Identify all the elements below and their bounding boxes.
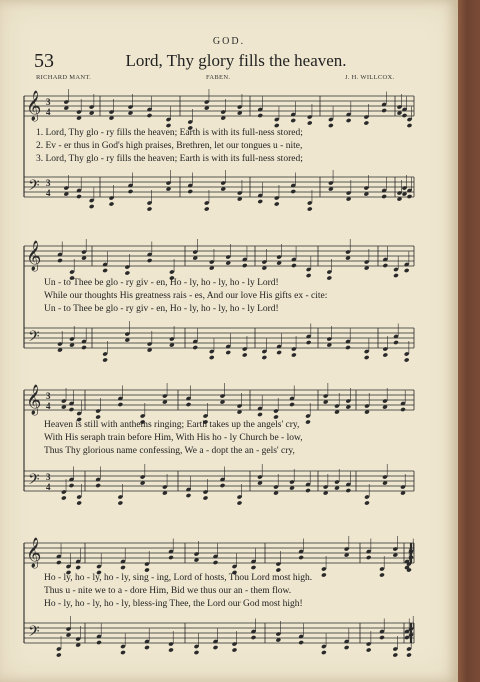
note	[102, 268, 108, 273]
note	[276, 567, 282, 572]
note	[321, 572, 327, 577]
note	[276, 350, 282, 355]
note	[404, 357, 410, 362]
note	[213, 645, 219, 650]
lyric-line: With His seraph train before Him, With His ho - ly Church be - low,	[44, 433, 303, 443]
note	[257, 113, 263, 118]
note	[407, 194, 413, 199]
note	[168, 555, 174, 560]
bass-clef: 𝄢	[28, 177, 40, 198]
note	[305, 419, 311, 424]
note	[89, 204, 95, 209]
book-edge	[458, 0, 480, 682]
note	[76, 194, 82, 199]
note	[192, 345, 198, 350]
lyric-line: Thus Thy glorious name confessing, We a - dopt the an - gels' cry,	[44, 446, 295, 456]
note	[402, 113, 408, 118]
note	[407, 123, 413, 128]
note	[147, 113, 153, 118]
note	[109, 201, 115, 206]
note	[187, 189, 193, 194]
note	[81, 345, 87, 350]
note	[381, 194, 387, 199]
time-signature: 4	[46, 401, 51, 411]
note	[290, 189, 296, 194]
lyric-line: Un - to Thee be glo - ry giv - en, Ho - ly, ho - ly, ho - ly Lord!	[44, 304, 279, 314]
hymn-number: 53	[34, 50, 54, 72]
note	[366, 647, 372, 652]
note	[404, 268, 410, 273]
note	[128, 189, 134, 194]
time-signature: 4	[46, 482, 51, 492]
bass-clef: 𝄢	[28, 623, 40, 644]
bass-clef: 𝄢	[28, 471, 40, 492]
note	[186, 493, 192, 498]
section-heading: GOD.	[212, 36, 246, 47]
note	[147, 258, 153, 263]
note	[393, 273, 399, 278]
treble-clef: 𝄞	[26, 91, 42, 121]
note	[69, 407, 75, 412]
note	[76, 500, 82, 505]
note	[118, 402, 124, 407]
note	[61, 495, 67, 500]
note	[56, 652, 62, 657]
time-signature: 3	[46, 178, 51, 188]
note	[125, 270, 131, 275]
note	[382, 352, 388, 357]
note	[95, 414, 101, 419]
note	[204, 206, 210, 211]
note	[290, 118, 296, 123]
note	[147, 206, 153, 211]
note	[364, 120, 370, 125]
note	[306, 273, 312, 278]
note	[291, 352, 297, 357]
note	[56, 560, 62, 565]
time-signature: 3	[46, 391, 51, 401]
note	[120, 650, 126, 655]
note	[306, 340, 312, 345]
note	[262, 355, 268, 360]
note	[257, 412, 263, 417]
lyric-line: Thus u - nite we to a - dore Him, Bid we thus our an - them flow.	[44, 586, 292, 596]
note	[346, 118, 352, 123]
note	[75, 565, 81, 570]
time-signature: 4	[46, 188, 51, 198]
note	[102, 357, 108, 362]
note	[379, 572, 385, 577]
note	[307, 120, 313, 125]
note	[251, 565, 257, 570]
note	[220, 483, 226, 488]
note	[364, 355, 370, 360]
note	[298, 640, 304, 645]
note	[95, 483, 101, 488]
note	[232, 647, 238, 652]
hymn-title: Lord, Thy glory fills the heaven.	[125, 51, 347, 70]
note	[274, 201, 280, 206]
note	[144, 567, 150, 572]
note	[291, 263, 297, 268]
note	[225, 350, 231, 355]
note	[298, 555, 304, 560]
note	[242, 352, 248, 357]
note	[345, 345, 351, 350]
note	[257, 199, 263, 204]
note	[326, 275, 332, 280]
note	[364, 500, 370, 505]
lyric-line: Ho - ly, ho - ly, ho - ly, bless-ing Thee, the Lord our God most high!	[44, 599, 303, 609]
note	[381, 108, 387, 113]
treble-clef: 𝄞	[26, 241, 42, 271]
lyric-line: While our thoughts His greatness rais - es, And our love His gifts ex - cite:	[44, 291, 328, 301]
lyric-line: 1. Lord, Thy glo - ry fills the heaven; Earth is with its full-ness stored;	[36, 128, 303, 138]
note	[213, 560, 219, 565]
note	[237, 500, 243, 505]
lyric-line: 3. Lord, Thy glo - ry fills the heaven; Earth is with its full-ness stored;	[36, 154, 303, 164]
note	[382, 263, 388, 268]
note	[321, 650, 327, 655]
note	[393, 340, 399, 345]
lyric-line: 2. Ev - er thus in God's high praises, Brethren, let our tongues u - nite,	[36, 141, 303, 151]
author-credit: RICHARD MANT.	[36, 74, 92, 81]
note	[366, 555, 372, 560]
lyric-line: Heaven is still with anthems ringing; Earth takes up the angels' cry,	[44, 420, 300, 430]
time-signature: 3	[46, 472, 51, 482]
note	[344, 645, 350, 650]
note	[209, 355, 215, 360]
note	[120, 565, 126, 570]
note	[194, 650, 200, 655]
note	[400, 407, 406, 412]
note	[144, 645, 150, 650]
note	[392, 652, 398, 657]
note	[118, 500, 124, 505]
note	[305, 488, 311, 493]
note	[186, 402, 192, 407]
lyric-line: Un - to Thee be glo - ry giv - en, Ho - ly, ho - ly, ho - ly Lord!	[44, 278, 279, 288]
note	[345, 488, 351, 493]
time-signature: 4	[46, 107, 51, 117]
note	[379, 635, 385, 640]
note	[168, 647, 174, 652]
note	[328, 123, 334, 128]
note	[251, 635, 257, 640]
treble-clef: 𝄞	[26, 538, 42, 568]
lyric-line: Ho - ly, ho - ly, ho - ly, sing - ing, Lord of hosts, Thou Lord most high.	[44, 573, 313, 583]
composer-credit: J. H. WILLCOX.	[345, 74, 395, 81]
note	[242, 263, 248, 268]
note	[307, 206, 313, 211]
note	[203, 495, 209, 500]
treble-clef: 𝄞	[26, 385, 42, 415]
note	[406, 652, 412, 657]
note	[289, 402, 295, 407]
note	[69, 483, 75, 488]
tune-name: FABEN.	[206, 74, 231, 81]
note	[96, 640, 102, 645]
note	[57, 258, 63, 263]
note	[273, 414, 279, 419]
time-signature: 3	[46, 97, 51, 107]
bass-clef: 𝄢	[28, 328, 40, 349]
